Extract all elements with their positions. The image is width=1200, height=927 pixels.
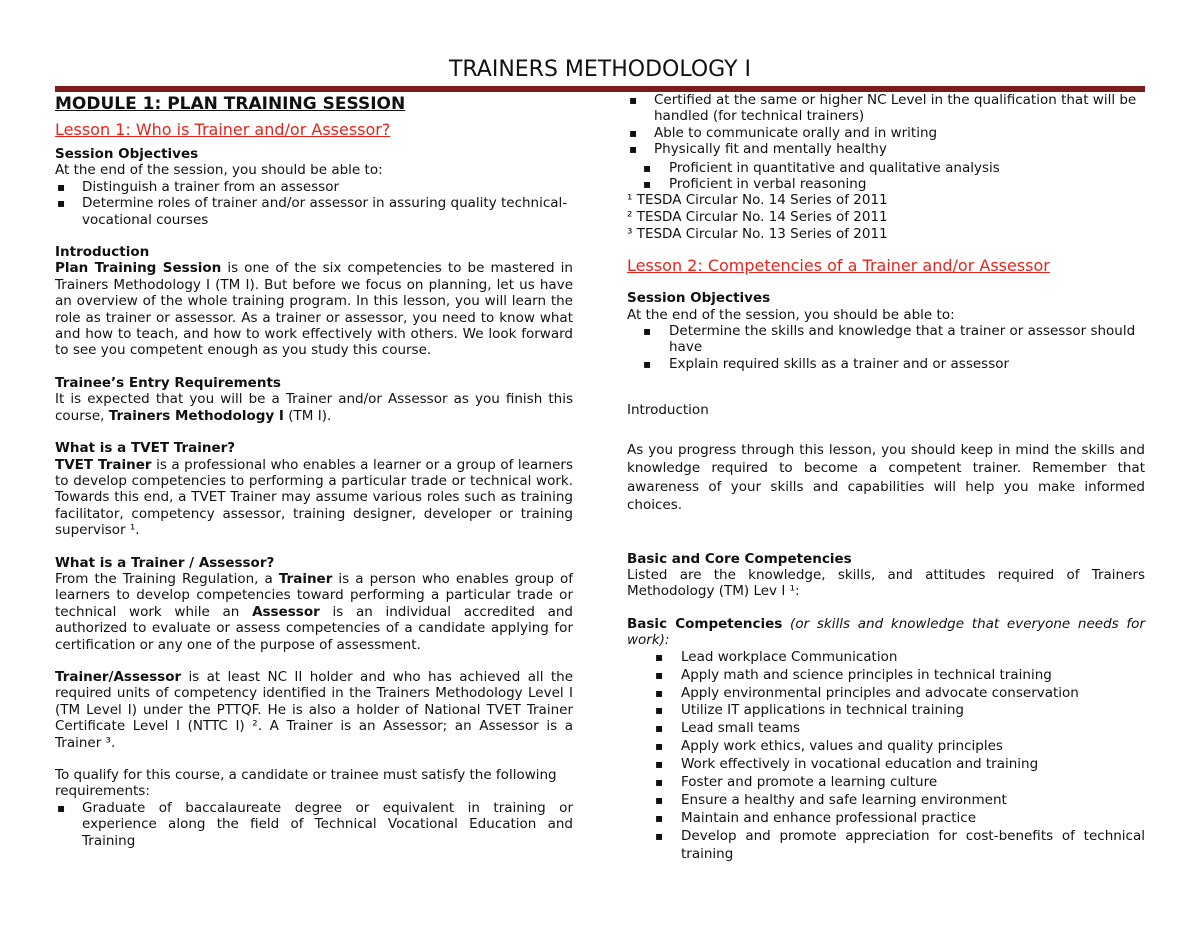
session-objectives-heading: Session Objectives <box>627 290 771 307</box>
trainer-assessor-definition: Trainer/Assessor is at least NC II holder and who has achieved all the required units of competency identified in the Trainers Methodology Level I (TM Level I) under the PTTQF. He is also a holder of National TVET Trainer Certificate Level I (NTTC I) ². A Trainer is an Assessor; an Assessor is a Trainer ³. <box>55 668 573 751</box>
footnote: ³ TESDA Circular No. 13 Series of 2011 <box>627 225 888 242</box>
list-item: ▪ Able to communicate orally and in writing <box>627 125 1145 141</box>
basic-competencies-list <box>627 649 1145 864</box>
list-item: ▪ Distinguish a trainer from an assessor <box>55 179 573 195</box>
left-column <box>55 92 573 849</box>
tvet-trainer-heading: What is a TVET Trainer? <box>55 440 236 457</box>
list-item: ▪ Proficient in quantitative and qualitative analysis <box>627 160 1145 176</box>
tvet-trainer-paragraph: TVET Trainer is a professional who enables a learner or a group of learners to develop competencies to performing a particular trade or technical work. Towards this end, a TVET Trainer may assume various roles such as training facilitator, competency assessor, training designer, developer or training supervisor ¹. <box>55 456 573 539</box>
list-item: ▪ Physically fit and mentally healthy <box>627 141 1145 157</box>
requirements-list-continued <box>627 92 1145 158</box>
trainer-assessor-heading: What is a Trainer / Assessor? <box>55 554 275 571</box>
list-item: ▪ Explain required skills as a trainer and or assessor <box>627 356 1145 372</box>
list-item: ▪ Graduate of baccalaureate degree or equivalent in training or experience along the field of Technical Vocational Education and Training <box>55 800 573 849</box>
list-item: ▪ Apply work ethics, values and quality principles <box>627 738 1145 756</box>
list-item: ▪ Utilize IT applications in technical training <box>627 702 1145 720</box>
introduction-paragraph: Plan Training Session is one of the six competencies to be mastered in Trainers Methodology I (TM I). But before we focus on planning, let us have an overview of the whole training program. In this lesson, you will learn the role as trainer or assessor. As a trainer or assessor, you need to know what and how to teach, and how to work effectively with others. We look forward to see you competent enough as you study this course. <box>55 260 573 359</box>
footnote: ¹ TESDA Circular No. 14 Series of 2011 <box>627 192 888 209</box>
list-item: ▪ Lead workplace Communication <box>627 649 1145 667</box>
page-header-title: TRAINERS METHODOLOGY I <box>448 57 752 82</box>
module-title: MODULE 1: PLAN TRAINING SESSION <box>55 94 406 114</box>
list-item: ▪ Determine the skills and knowledge that a trainer or assessor should have <box>627 323 1145 356</box>
requirements-list <box>55 800 573 849</box>
list-item: ▪ Foster and promote a learning culture <box>627 774 1145 792</box>
requirements-sublist <box>627 160 1145 193</box>
list-item: ▪ Determine roles of trainer and/or assessor in assuring quality technical-vocational courses <box>55 195 573 228</box>
introduction-heading: Introduction <box>55 244 150 261</box>
qualify-paragraph: To qualify for this course, a candidate or trainee must satisfy the following requirements: <box>55 767 557 800</box>
objectives-list <box>55 179 573 228</box>
entry-requirements-heading: Trainee’s Entry Requirements <box>55 374 281 391</box>
list-item: ▪ Apply environmental principles and advocate conservation <box>627 685 1145 703</box>
list-item: ▪ Certified at the same or higher NC Level in the qualification that will be handled (for technical trainers) <box>627 92 1145 125</box>
lesson-2-title: Lesson 2: Competencies of a Trainer and/or Assessor <box>627 256 1050 276</box>
entry-requirements-paragraph: It is expected that you will be a Trainer and/or Assessor as you finish this course, Trainers Methodology I (TM I). <box>55 391 573 424</box>
lesson-1-title: Lesson 1: Who is Trainer and/or Assessor? <box>55 120 391 139</box>
session-objectives-intro: At the end of the session, you should be able to: <box>627 306 955 323</box>
introduction-paragraph: As you progress through this lesson, you should keep in mind the skills and knowledge required to become a competent trainer. Remember that awareness of your skills and capabilities will help you make informed choices. <box>627 441 1145 514</box>
footnote: ² TESDA Circular No. 14 Series of 2011 <box>627 209 888 226</box>
session-objectives-heading: Session Objectives <box>55 146 199 162</box>
session-objectives-intro: At the end of the session, you should be able to: <box>55 162 383 179</box>
list-item: ▪ Work effectively in vocational education and training <box>627 756 1145 774</box>
introduction-heading: Introduction <box>627 402 709 419</box>
list-item: ▪ Develop and promote appreciation for cost-benefits of technical training <box>627 828 1145 864</box>
list-item: ▪ Apply math and science principles in technical training <box>627 667 1145 685</box>
list-item: ▪ Ensure a healthy and safe learning environment <box>627 792 1145 810</box>
trainer-assessor-paragraph: From the Training Regulation, a Trainer is a person who enables group of learners to develop competencies toward performing a particular trade or technical work while an Assessor is an individual accredited and authorized to evaluate or assess competencies of a candidate applying for certification or any one of the purpose of assessment. <box>55 570 573 653</box>
list-item: ▪ Proficient in verbal reasoning <box>627 176 1145 192</box>
list-item: ▪ Maintain and enhance professional practice <box>627 810 1145 828</box>
basic-competencies-heading: Basic Competencies (or skills and knowledge that everyone needs for work): <box>627 615 1145 649</box>
list-item: ▪ Lead small teams <box>627 720 1145 738</box>
right-column <box>627 92 1145 864</box>
objectives-list <box>627 323 1145 372</box>
basic-core-heading: Basic and Core Competencies <box>627 550 852 567</box>
basic-core-paragraph: Listed are the knowledge, skills, and attitudes required of Trainers Methodology (TM) Lev I ¹: <box>627 567 1145 600</box>
